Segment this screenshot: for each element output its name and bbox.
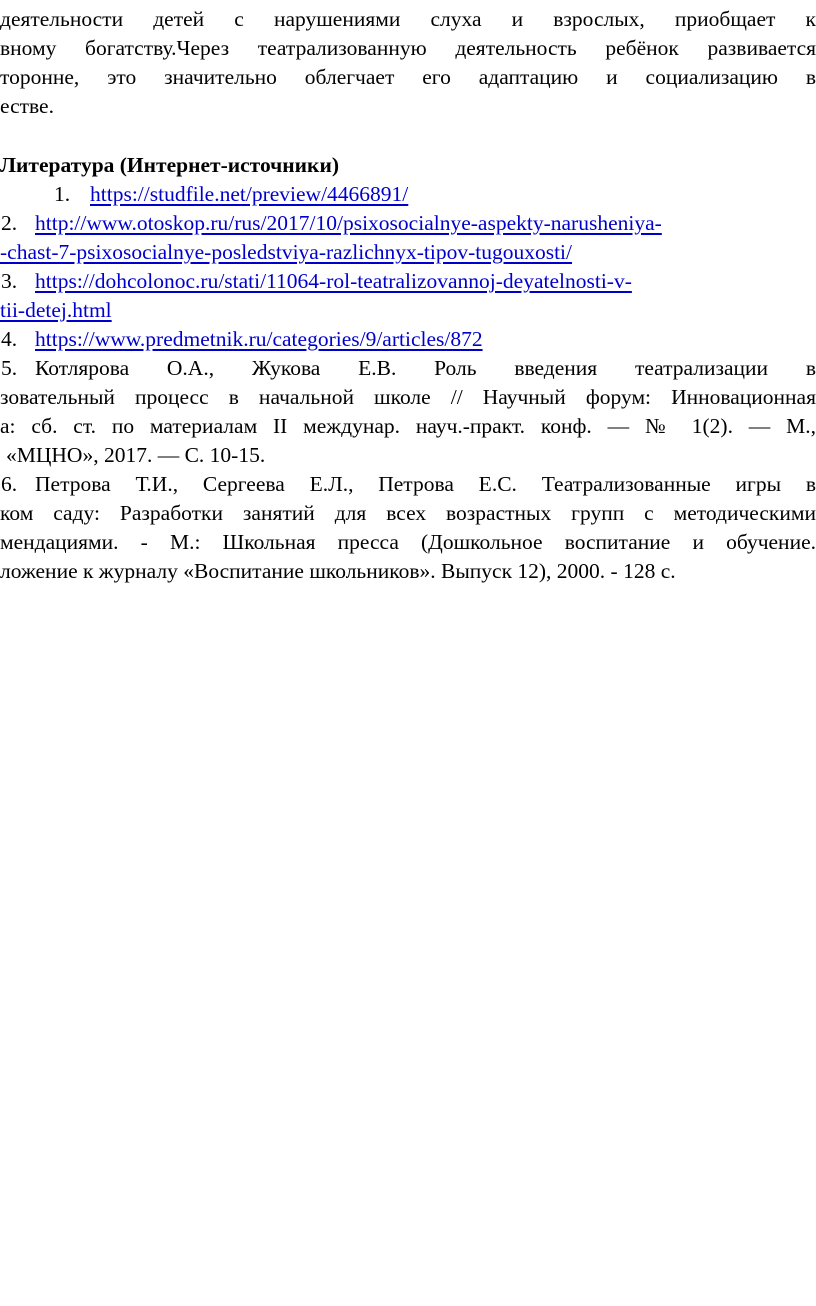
intro-line-1: деятельности детей с нарушениями слуха и взрослых, приобщает к <box>0 7 816 31</box>
reference-number-5: 5. <box>1 356 18 380</box>
reference-text-6-line-1: Петрова Т.И., Сергеева Е.Л., Петрова Е.С. Театрализованные игры в <box>35 472 816 496</box>
reference-number-6: 6. <box>1 472 18 496</box>
reference-number-3: 3. <box>1 269 18 293</box>
reference-link-2-line-1[interactable]: http://www.otoskop.ru/rus/2017/10/psixosocialnye-aspekty-narusheniya- <box>35 211 662 235</box>
reference-text-5-line-4: «МЦНО», 2017. — С. 10-15. <box>6 443 266 467</box>
reference-text-6-line-2: ком саду: Разработки занятий для всех возрастных групп с методическими <box>0 501 816 525</box>
intro-line-3: торонне, это значительно облегчает его адаптацию и социализацию в <box>0 65 816 89</box>
reference-text-6-line-4: ложение к журналу «Воспитание школьников». Выпуск 12), 2000. - 128 с. <box>0 559 676 583</box>
reference-number-1: 1. <box>54 182 71 206</box>
intro-line-4: естве. <box>0 94 54 118</box>
reference-link-4[interactable]: https://www.predmetnik.ru/categories/9/articles/872 <box>35 327 483 351</box>
reference-link-3-line-2[interactable]: tii-detej.html <box>0 298 112 322</box>
reference-text-5-line-2: зовательный процесс в начальной школе // Научный форум: Инновационная <box>0 385 816 409</box>
references-heading: Литература (Интернет-источники) <box>0 153 339 177</box>
reference-link-1[interactable]: https://studfile.net/preview/4466891/ <box>90 182 409 206</box>
intro-line-2: вному богатству.Через театрализованную деятельность ребёнок развивается <box>0 36 816 60</box>
reference-text-6-line-3: мендациями. - М.: Школьная пресса (Дошкольное воспитание и обучение. <box>0 530 816 554</box>
reference-text-5-line-1: Котлярова О.А., Жукова Е.В. Роль введения театрализации в <box>35 356 816 380</box>
reference-link-2-line-2[interactable]: -chast-7-psixosocialnye-posledstviya-razlichnyx-tipov-tugouxosti/ <box>0 240 573 264</box>
reference-text-5-line-3: а: сб. ст. по материалам II междунар. науч.-практ. конф. — № 1(2). — М., <box>0 414 816 438</box>
reference-number-4: 4. <box>1 327 18 351</box>
reference-number-2: 2. <box>1 211 18 235</box>
reference-link-3-line-1[interactable]: https://dohcolonoc.ru/stati/11064-rol-teatralizovannoj-deyatelnosti-v- <box>35 269 632 293</box>
